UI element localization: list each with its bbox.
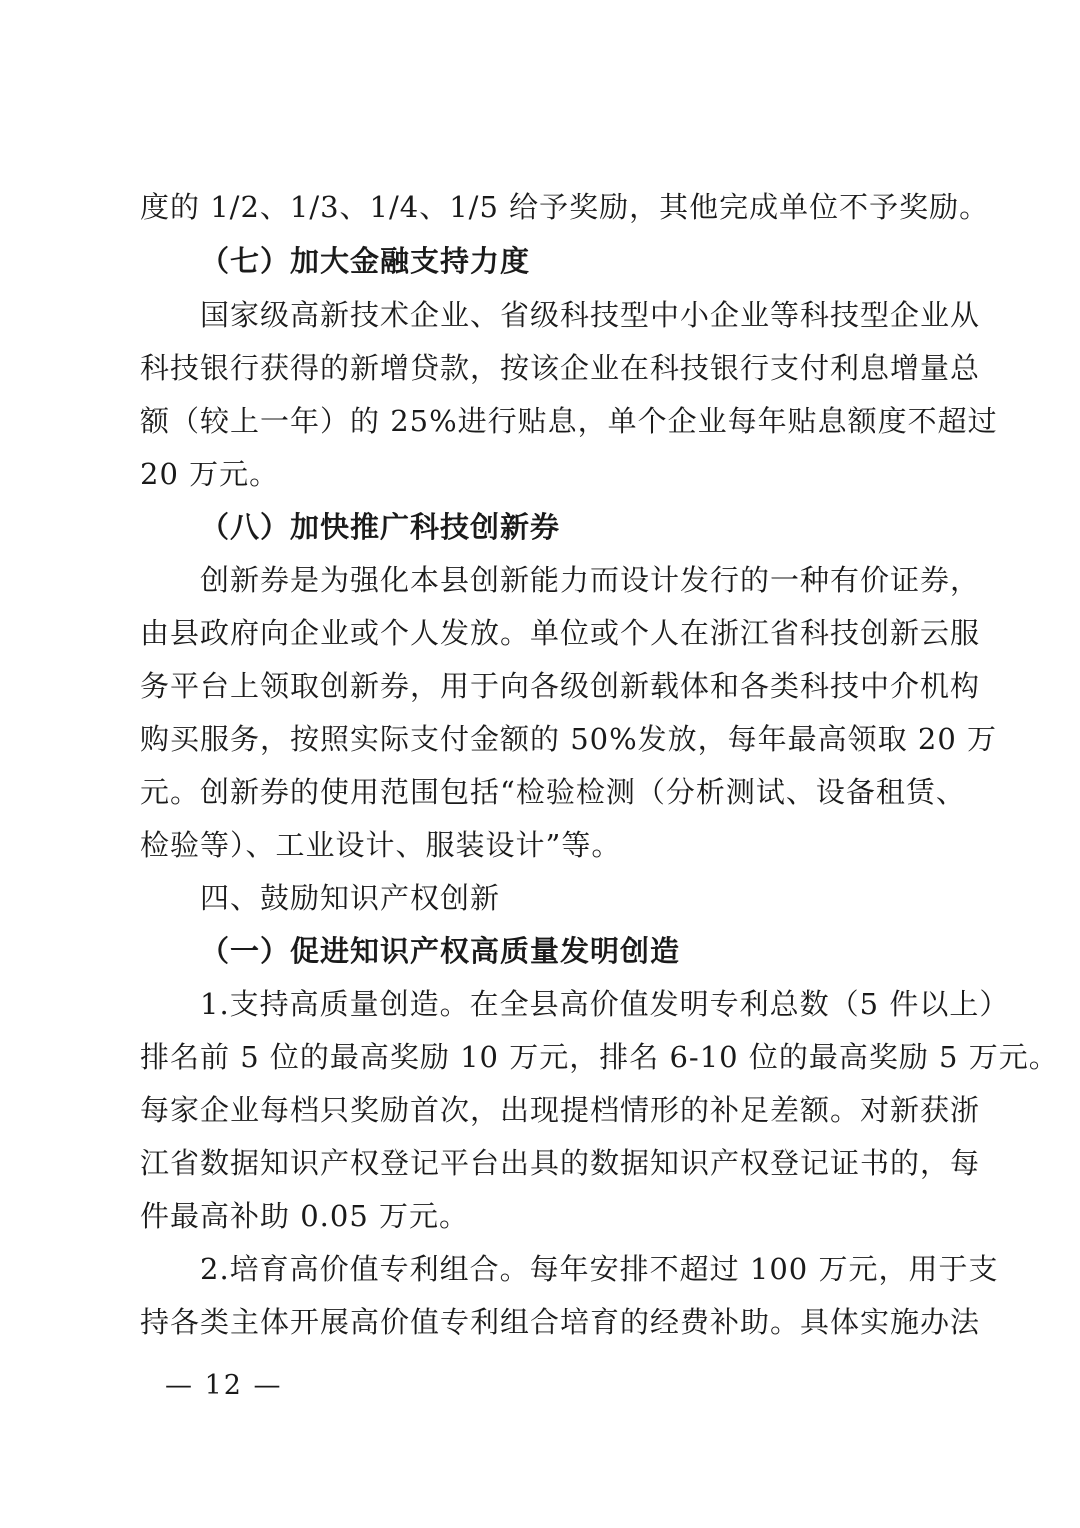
section-heading-1: （一）促进知识产权高质量发明创造 xyxy=(200,934,681,968)
body-line-12: 元。创新券的使用范围包括“检验检测（分析测试、设备租赁、 xyxy=(140,775,966,809)
section-heading-7: （七）加大金融支持力度 xyxy=(200,244,531,278)
body-line-18: 每家企业每档只奖励首次，出现提档情形的补足差额。对新获浙 xyxy=(140,1093,981,1127)
body-line-20: 件最高补助 0.05 万元。 xyxy=(140,1199,470,1233)
section-heading-8: （八）加快推广科技创新券 xyxy=(200,510,561,544)
body-line-4: 科技银行获得的新增贷款，按该企业在科技银行支付利息增量总 xyxy=(140,351,981,385)
body-line-19: 江省数据知识产权登记平台出具的数据知识产权登记证书的，每 xyxy=(140,1146,981,1180)
body-line-22: 持各类主体开展高价值专利组合培育的经费补助。具体实施办法 xyxy=(140,1305,981,1339)
body-line-5: 额（较上一年）的 25%进行贴息，单个企业每年贴息额度不超过 xyxy=(140,404,998,438)
chapter-heading-4: 四、鼓励知识产权创新 xyxy=(200,881,501,915)
body-line-11: 购买服务，按照实际支付金额的 50%发放，每年最高领取 20 万 xyxy=(140,722,998,756)
body-line-8: 创新券是为强化本县创新能力而设计发行的一种有价证券， xyxy=(200,563,981,597)
body-line-9: 由县政府向企业或个人发放。单位或个人在浙江省科技创新云服 xyxy=(140,616,981,650)
body-line-21: 2.培育高价值专利组合。每年安排不超过 100 万元，用于支 xyxy=(200,1252,999,1286)
body-line-10: 务平台上领取创新券，用于向各级创新载体和各类科技中介机构 xyxy=(140,669,981,703)
body-line-3: 国家级高新技术企业、省级科技型中小企业等科技型企业从 xyxy=(200,298,981,332)
body-line-17: 排名前 5 位的最高奖励 10 万元，排名 6-10 位的最高奖励 5 万元。 xyxy=(140,1040,1059,1074)
body-line-1: 度的 1/2、1/3、1/4、1/5 给予奖励，其他完成单位不予奖励。 xyxy=(140,190,990,224)
body-line-13: 检验等）、工业设计、服装设计”等。 xyxy=(140,828,622,862)
body-line-6: 20 万元。 xyxy=(140,457,280,491)
page-number: — 12 — xyxy=(165,1370,283,1401)
body-line-16: 1.支持高质量创造。在全县高价值发明专利总数（5 件以上） xyxy=(200,987,1010,1021)
